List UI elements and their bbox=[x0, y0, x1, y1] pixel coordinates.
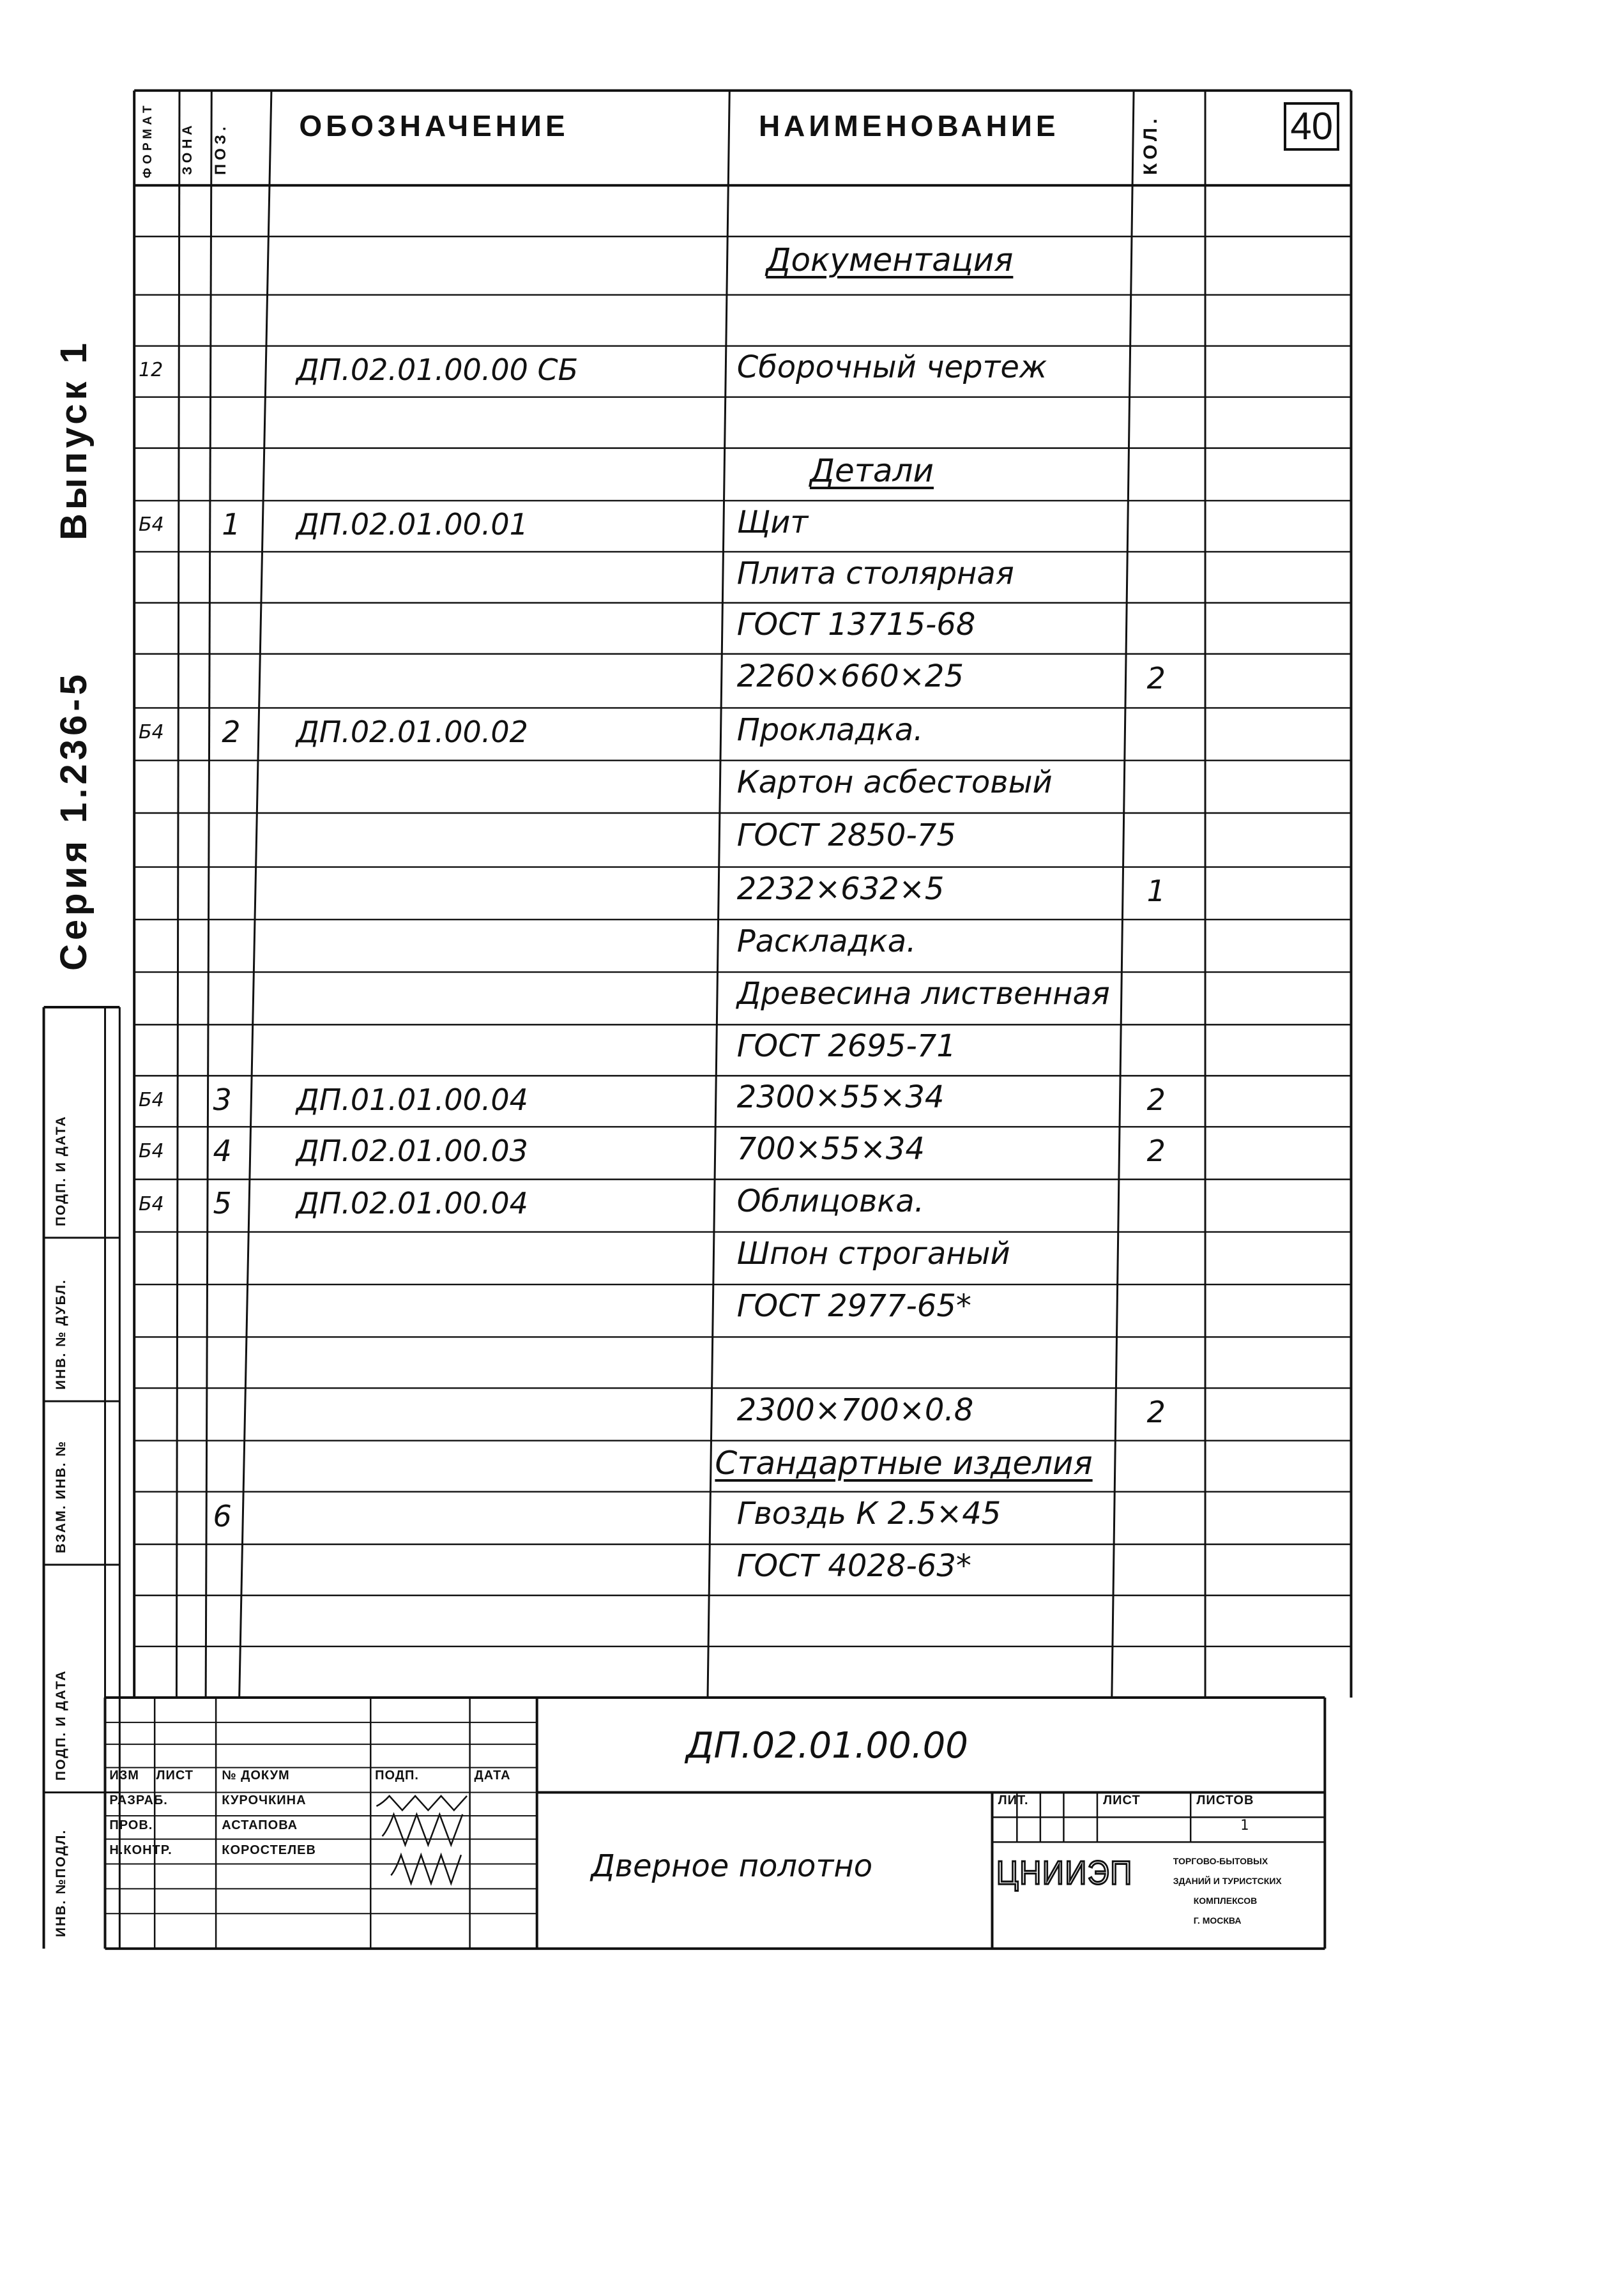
stamp-0: ИНВ. №ПОДЛ. bbox=[53, 1828, 68, 1937]
role-label: ПРОВ. bbox=[109, 1818, 153, 1832]
doc-code: ДП.02.01.00.00 bbox=[685, 1724, 968, 1767]
row-format: Б4 bbox=[139, 1192, 164, 1215]
row-name: 700×55×34 bbox=[736, 1130, 925, 1167]
section-heading: Документация bbox=[766, 241, 1014, 279]
row-format: Б4 bbox=[139, 513, 164, 536]
col-designation bbox=[240, 91, 271, 1698]
stamp-4: ПОДП. И ДАТА bbox=[53, 1115, 68, 1226]
sheets-value: 1 bbox=[1240, 1817, 1249, 1834]
issue-label: Выпуск 1 bbox=[52, 338, 95, 540]
row-name: ГОСТ 4028-63* bbox=[736, 1547, 971, 1584]
row-designation: ДП.02.01.00.02 bbox=[296, 715, 528, 750]
row-name: ГОСТ 2850-75 bbox=[736, 817, 956, 853]
org-text-line: ТОРГОВО-БЫТОВЫХ bbox=[1173, 1856, 1268, 1867]
row-name: Раскладка. bbox=[736, 924, 917, 960]
section-heading: Детали bbox=[809, 452, 934, 489]
row-position: 4 bbox=[213, 1134, 232, 1169]
col-pos bbox=[206, 91, 211, 1698]
col-head-izm: ИЗМ bbox=[109, 1768, 139, 1783]
signature-2 bbox=[383, 1814, 463, 1845]
row-name: Шпон строганый bbox=[736, 1236, 1010, 1272]
row-name: Плита столярная bbox=[736, 555, 1014, 591]
role-name: КУРОЧКИНА bbox=[222, 1793, 307, 1807]
sheet-label: ЛИСТ bbox=[1103, 1793, 1141, 1807]
page-number: 40 bbox=[1284, 102, 1339, 151]
header-pos: ПОЗ. bbox=[211, 123, 229, 176]
row-quantity: 2 bbox=[1146, 1134, 1166, 1169]
row-name: Сборочный чертеж bbox=[736, 349, 1047, 386]
org-text-line: КОМПЛЕКСОВ bbox=[1193, 1895, 1258, 1906]
row-format: 12 bbox=[139, 359, 164, 382]
row-designation: ДП.02.01.00.00 СБ bbox=[296, 353, 579, 388]
role-label: РАЗРАБ. bbox=[109, 1793, 168, 1807]
row-name: Древесина лиственная bbox=[736, 976, 1110, 1012]
row-name: 2300×700×0.8 bbox=[736, 1392, 974, 1428]
row-position: 3 bbox=[213, 1082, 232, 1117]
row-position: 6 bbox=[213, 1498, 232, 1533]
header-qty: КОЛ. bbox=[1139, 114, 1161, 176]
doc-title: Дверное полотно bbox=[591, 1848, 873, 1884]
row-name: 2300×55×34 bbox=[736, 1079, 945, 1116]
row-name: 2232×632×5 bbox=[736, 871, 945, 907]
row-position: 2 bbox=[222, 715, 241, 750]
row-quantity: 2 bbox=[1146, 1395, 1166, 1430]
row-quantity: 2 bbox=[1146, 661, 1166, 696]
sheets-label: ЛИСТОВ bbox=[1196, 1793, 1254, 1807]
col-head-date: ДАТА bbox=[474, 1768, 511, 1783]
row-name: Прокладка. bbox=[736, 711, 924, 748]
col-head-ndoc: № ДОКУМ bbox=[222, 1768, 290, 1783]
signature-1 bbox=[376, 1796, 467, 1810]
row-designation: ДП.02.01.00.01 bbox=[296, 507, 528, 542]
header-format: ФОРМАТ bbox=[141, 102, 155, 178]
org-logo: ЦНИИЭП bbox=[996, 1855, 1134, 1892]
row-name: 2260×660×25 bbox=[736, 658, 964, 694]
col-zone bbox=[176, 91, 179, 1698]
row-quantity: 2 bbox=[1146, 1082, 1166, 1117]
row-position: 1 bbox=[222, 507, 241, 542]
row-name: Облицовка. bbox=[736, 1183, 924, 1219]
role-name: КОРОСТЕЛЕВ bbox=[222, 1843, 316, 1857]
row-name: Картон асбестовый bbox=[736, 764, 1053, 800]
series-label: Серия 1.236-5 bbox=[52, 670, 95, 971]
col-qty bbox=[1112, 91, 1134, 1698]
row-designation: ДП.02.01.00.03 bbox=[296, 1134, 528, 1169]
signature-3 bbox=[391, 1855, 461, 1883]
org-text-line: Г. МОСКВА bbox=[1193, 1915, 1242, 1926]
header-designation: ОБОЗНАЧЕНИЕ bbox=[299, 109, 569, 142]
org-text-line: ЗДАНИЙ И ТУРИСТСКИХ bbox=[1173, 1875, 1282, 1886]
lit-label: ЛИТ. bbox=[998, 1793, 1029, 1807]
stamp-2: ВЗАМ. ИНВ. № bbox=[53, 1440, 68, 1553]
stamp-3: ИНВ. № ДУБЛ. bbox=[53, 1278, 68, 1390]
row-format: Б4 bbox=[139, 1140, 164, 1163]
row-designation: ДП.02.01.00.04 bbox=[296, 1186, 528, 1221]
row-format: Б4 bbox=[139, 721, 164, 744]
row-name: ГОСТ 13715-68 bbox=[736, 606, 976, 642]
header-zone: ЗОНА bbox=[180, 121, 195, 176]
row-name: Гвоздь К 2.5×45 bbox=[736, 1495, 1001, 1532]
role-label: Н.КОНТР. bbox=[109, 1843, 172, 1857]
role-name: АСТАПОВА bbox=[222, 1818, 298, 1832]
col-head-podp: ПОДП. bbox=[375, 1768, 419, 1783]
row-designation: ДП.01.01.00.04 bbox=[296, 1082, 528, 1117]
col-head-list: ЛИСТ bbox=[156, 1768, 194, 1783]
section-heading: Стандартные изделия bbox=[715, 1444, 1093, 1482]
row-quantity: 1 bbox=[1146, 874, 1166, 909]
row-position: 5 bbox=[213, 1186, 232, 1221]
stamp-1: ПОДП. И ДАТА bbox=[53, 1669, 68, 1781]
row-format: Б4 bbox=[139, 1088, 164, 1111]
row-name: ГОСТ 2695-71 bbox=[736, 1028, 956, 1065]
row-name: ГОСТ 2977-65* bbox=[736, 1288, 971, 1325]
row-name: Щит bbox=[736, 504, 809, 540]
header-name: НАИМЕНОВАНИЕ bbox=[758, 109, 1060, 142]
